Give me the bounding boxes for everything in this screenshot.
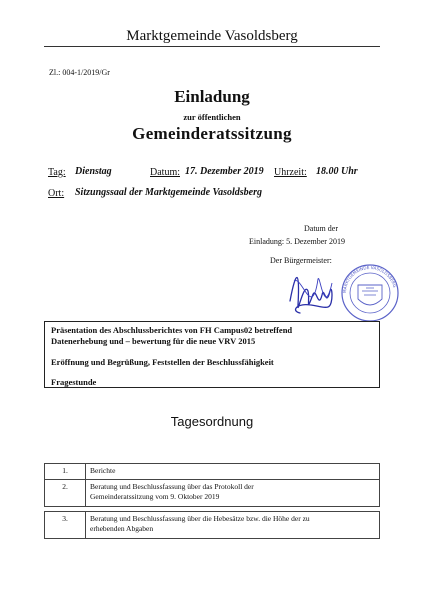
reference-number: Zl.: 004-1/2019/Gr — [49, 68, 110, 77]
uhrzeit-value: 18.00 Uhr — [316, 166, 358, 177]
pre-agenda-item-presentation-line1: Präsentation des Abschlussberichtes von FH Campus02 betreffend — [51, 325, 293, 335]
agenda-item-line: erhebenden Abgaben — [90, 523, 154, 533]
tag-value: Dienstag — [75, 166, 112, 177]
table-row — [45, 512, 380, 539]
title-gemeinderatssitzung: Gemeinderatssitzung — [132, 124, 292, 143]
pre-agenda-item-question-time: Fragestunde — [51, 377, 97, 387]
agenda-item-number: 1. — [45, 464, 86, 480]
seal-icon — [342, 265, 398, 321]
date-note-line2: Einladung: 5. Dezember 2019 — [249, 237, 345, 246]
pre-agenda-item-opening: Eröffnung und Begrüßung, Feststellen der Beschlussfähigkeit — [51, 357, 274, 367]
seal-text: MARKTGEMEINDE VASOLDSBERG — [341, 264, 398, 294]
table-row — [45, 464, 380, 480]
signature-and-seal — [282, 261, 402, 325]
invitation-date-note — [249, 222, 345, 248]
agenda-item-text — [86, 464, 380, 480]
agenda-item-line: Berichte — [90, 466, 116, 475]
header-divider — [44, 46, 380, 47]
agenda-item-number: 3. — [45, 512, 86, 539]
title-einladung: Einladung — [174, 87, 250, 106]
pre-agenda-box — [44, 321, 380, 388]
agenda-item-text — [86, 480, 380, 507]
datum-value: 17. Dezember 2019 — [185, 166, 264, 177]
mayor-label: Der Bürgermeister: — [270, 256, 332, 265]
datum-label: Datum: — [150, 167, 180, 178]
table-row — [45, 480, 380, 507]
agenda-item-line: Gemeinderatssitzung vom 9. Oktober 2019 — [90, 491, 220, 501]
agenda-heading: Tagesordnung — [170, 414, 254, 429]
agenda-item-number: 2. — [45, 480, 86, 507]
uhrzeit-label: Uhrzeit: — [274, 167, 307, 178]
date-note-line1: Datum der — [304, 224, 338, 233]
ort-value: Sitzungssaal der Marktgemeinde Vasoldsberg — [75, 187, 262, 198]
agenda-table — [44, 463, 380, 539]
agenda-item-line: Beratung und Beschlussfassung über das Protokoll der — [90, 482, 254, 491]
signature-scribble — [290, 277, 332, 313]
title-subtitle: zur öffentlichen — [183, 112, 241, 122]
tag-label: Tag: — [48, 167, 66, 178]
municipality-header: Marktgemeinde Vasoldsberg — [126, 28, 298, 44]
agenda-item-text — [86, 512, 380, 539]
pre-agenda-item-presentation — [51, 325, 292, 347]
agenda-item-line: Beratung und Beschlussfassung über die Hebesätze bzw. die Höhe der zu — [90, 514, 310, 523]
ort-label: Ort: — [48, 188, 65, 199]
pre-agenda-item-presentation-line2: Datenerhebung und – bewertung für die neue VRV 2015 — [51, 336, 256, 346]
